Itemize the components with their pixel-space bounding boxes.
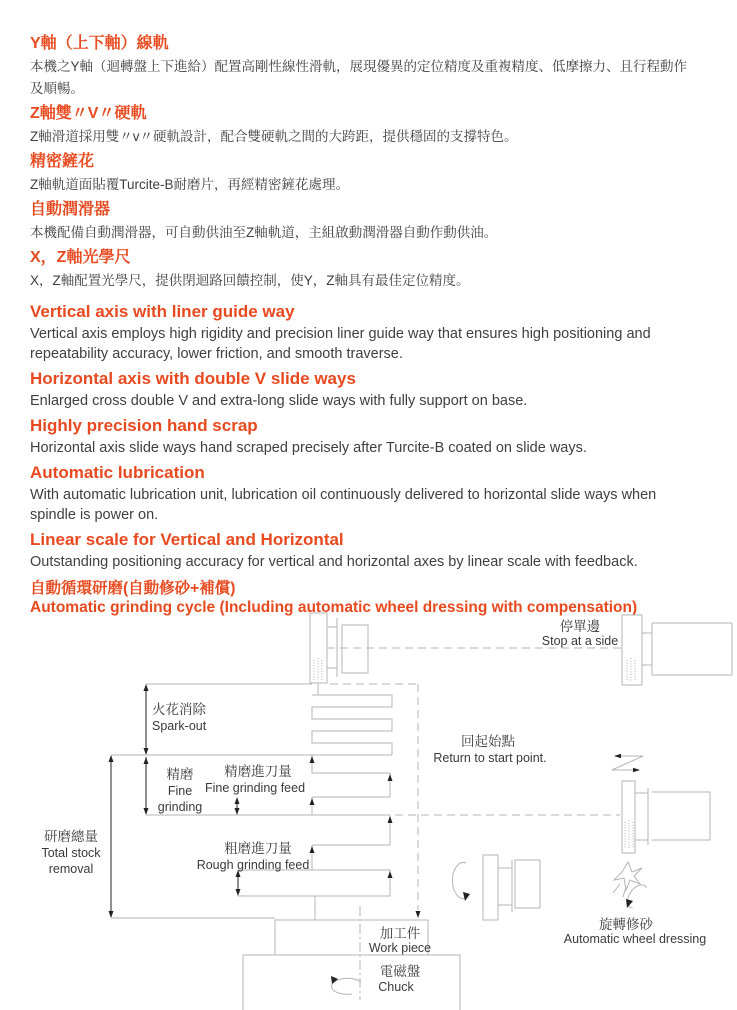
section-heading-zh: Y軸（上下軸）線軌 [30, 35, 169, 52]
wheel-dresser-icon [613, 862, 651, 909]
label-work-en: Work piece [368, 941, 432, 955]
label-return-zh: 回起始點 [461, 734, 515, 749]
diagram-labels [41, 618, 706, 994]
label-rough-feed-zh: 粗磨進刀量 [224, 841, 292, 856]
section-heading-en: Vertical axis with liner guide way [30, 302, 295, 321]
grinding-wheel-bottom [483, 855, 540, 920]
label-total-en2: removal [48, 862, 94, 876]
section-heading-en: Highly precision hand scrap [30, 416, 258, 435]
cycle-heading-zh: 自動循環研磨(自動修砂+補償) [30, 580, 236, 597]
chuck-box [243, 955, 460, 1010]
label-stop-zh: 停單邊 [559, 619, 601, 634]
label-total-zh: 研磨總量 [44, 829, 98, 844]
section-heading-zh: Z軸雙〃V〃硬軌 [30, 105, 147, 122]
cycle-heading-en: Automatic grinding cycle (Including automatic wheel dressing with compensation) [30, 599, 638, 616]
label-fine-en1: Fine [167, 784, 193, 798]
grinding-wheel-top-right [622, 615, 732, 685]
section-body-zh: 本機配備自動潤滑器，可自動供油至Z軸軌道，主組啟動潤滑器自動作動供油。 [30, 225, 498, 240]
grinding-wheel-middle-right [622, 781, 710, 853]
label-rough-feed-en: Rough grinding feed [196, 858, 310, 872]
label-spark-zh: 火花消除 [152, 702, 206, 717]
label-return-en: Return to start point. [433, 751, 547, 765]
section-heading-zh: 精密鏟花 [30, 153, 95, 170]
traverse-zigzag-icon [612, 756, 643, 770]
section-heading-en: Automatic lubrication [30, 463, 205, 482]
label-chuck-zh: 電磁盤 [379, 964, 421, 979]
label-total-en1: Total stock [41, 846, 101, 860]
section-body-en: Enlarged cross double V and extra-long slide ways with fully support on base. [30, 393, 528, 409]
section-heading-zh: X，Z軸光學尺 [30, 249, 131, 266]
label-spark-en: Spark-out [152, 719, 207, 733]
label-fine-feed-en: Fine grinding feed [204, 781, 306, 795]
section-heading-en: Horizontal axis with double V slide ways [30, 369, 356, 388]
label-chuck-en: Chuck [378, 980, 414, 994]
label-dress-zh: 旋轉修砂 [599, 917, 653, 932]
section-body-en: With automatic lubrication unit, lubrication oil continuously delivered to horizontal slide ways when spindle is power on. [30, 487, 657, 523]
section-body-zh: Z軸軌道面貼覆Turcite-B耐磨片，再經精密鏟花處理。 [30, 177, 350, 192]
section-body-zh: Z軸滑道採用雙〃v〃硬軌設計，配合雙硬軌之間的大跨距，提供穩固的支撐特色。 [30, 129, 518, 144]
feature-text-column [30, 34, 688, 617]
label-stop-en: Stop at a side [541, 634, 619, 648]
section-body-en: Horizontal axis slide ways hand scraped precisely after Turcite-B coated on slide ways. [30, 440, 587, 456]
label-work-zh: 加工件 [379, 926, 421, 941]
section-body-en: Outstanding positioning accuracy for vertical and horizontal axes by linear scale with feedback. [30, 554, 638, 570]
section-heading-en: Linear scale for Vertical and Horizontal [30, 530, 344, 549]
fine-grinding-path [312, 755, 390, 815]
label-fine-en2: grinding [157, 800, 203, 814]
spark-out-path [312, 683, 392, 755]
label-fine-zh: 精磨 [166, 767, 194, 782]
section-body-zh: X，Z軸配置光學尺，提供閉迴路回饋控制，使Y，Z軸具有最佳定位精度。 [30, 273, 470, 288]
grinding-cycle-diagram [0, 610, 737, 1010]
section-body-en: Vertical axis employs high rigidity and precision liner guide way that ensures high positioning and repeatability accuracy, lower friction, and smooth traverse. [30, 326, 651, 362]
section-body-zh: 本機之Y軸（迴轉盤上下進給）配置高剛性線性滑軌，展現優異的定位精度及重複精度、低摩擦力、且行程動作及順暢。 [30, 59, 688, 96]
chuck-rotation-icon [332, 978, 361, 994]
section-heading-zh: 自動潤滑器 [30, 201, 111, 218]
label-dress-en: Automatic wheel dressing [563, 932, 707, 946]
label-fine-feed-zh: 精磨進刀量 [224, 764, 292, 779]
